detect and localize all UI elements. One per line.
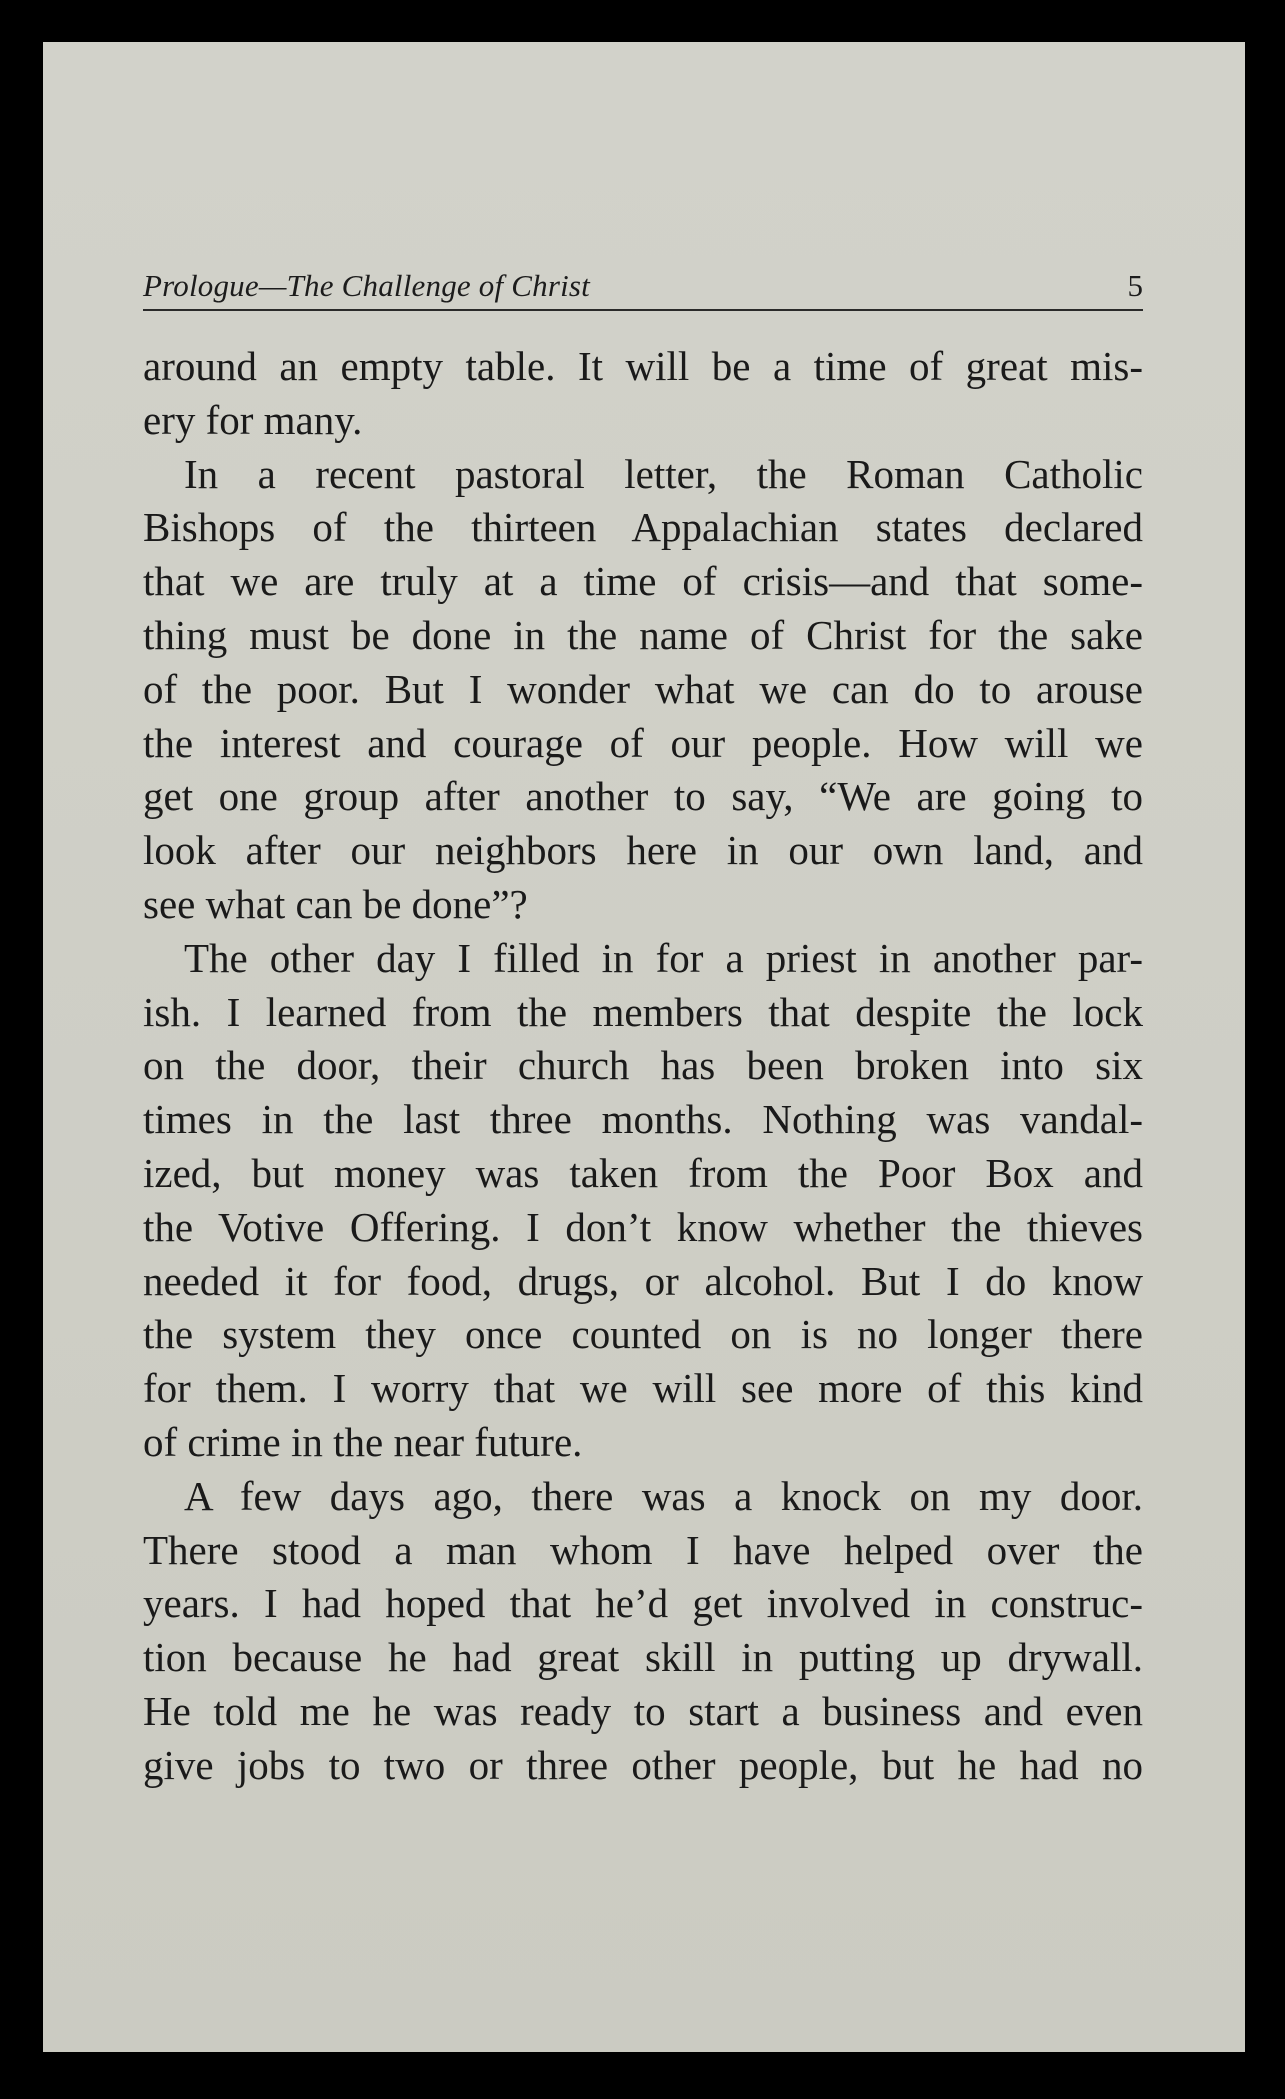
book-page <box>43 42 1245 2052</box>
text-line: the system they once counted on is no longer there <box>143 1311 1143 1358</box>
text-line: see what can be done”? <box>143 880 528 927</box>
text-line: for them. I worry that we will see more of this kind <box>143 1365 1143 1412</box>
page-header <box>143 265 1143 311</box>
text-line: The other day I filled in for a priest in another par- <box>184 934 1143 981</box>
text-line: In a recent pastoral letter, the Roman Catholic <box>184 450 1143 497</box>
text-line: look after our neighbors here in our own land, and <box>143 827 1143 874</box>
text-line: thing must be done in the name of Christ for the sake <box>143 611 1143 658</box>
text-line: years. I had hoped that he’d get involved in construc- <box>143 1580 1143 1627</box>
body-text <box>143 340 1143 1793</box>
page-number: 5 <box>1127 268 1143 303</box>
text-line: that we are truly at a time of crisis—and that some- <box>143 558 1143 605</box>
text-line: Bishops of the thirteen Appalachian states declared <box>143 504 1143 551</box>
text-line: give jobs to two or three other people, but he had no <box>143 1741 1143 1788</box>
text-line: around an empty table. It will be a time of great mis- <box>143 343 1143 389</box>
text-line: ish. I learned from the members that despite the lock <box>143 988 1143 1035</box>
running-head: Prologue—The Challenge of Christ <box>143 268 590 303</box>
text-line: the interest and courage of our people. How will we <box>143 719 1143 766</box>
text-line: on the door, their church has been broken into six <box>143 1042 1143 1089</box>
text-line: A few days ago, there was a knock on my door. <box>184 1472 1143 1519</box>
text-line: of the poor. But I wonder what we can do to arouse <box>143 665 1143 712</box>
text-line: needed it for food, drugs, or alcohol. But I do know <box>143 1257 1143 1304</box>
text-line: get one group after another to say, “We are going to <box>143 773 1143 820</box>
text-line: times in the last three months. Nothing was vandal- <box>143 1096 1143 1143</box>
text-line: the Votive Offering. I don’t know whether the thieves <box>143 1203 1143 1250</box>
text-line: He told me he was ready to start a business and even <box>143 1687 1143 1734</box>
text-line: ery for many. <box>143 396 363 443</box>
text-line: tion because he had great skill in putting up drywall. <box>143 1634 1143 1681</box>
text-line: There stood a man whom I have helped over the <box>143 1526 1143 1573</box>
text-line: of crime in the near future. <box>143 1418 583 1465</box>
text-line: ized, but money was taken from the Poor Box and <box>143 1149 1143 1196</box>
